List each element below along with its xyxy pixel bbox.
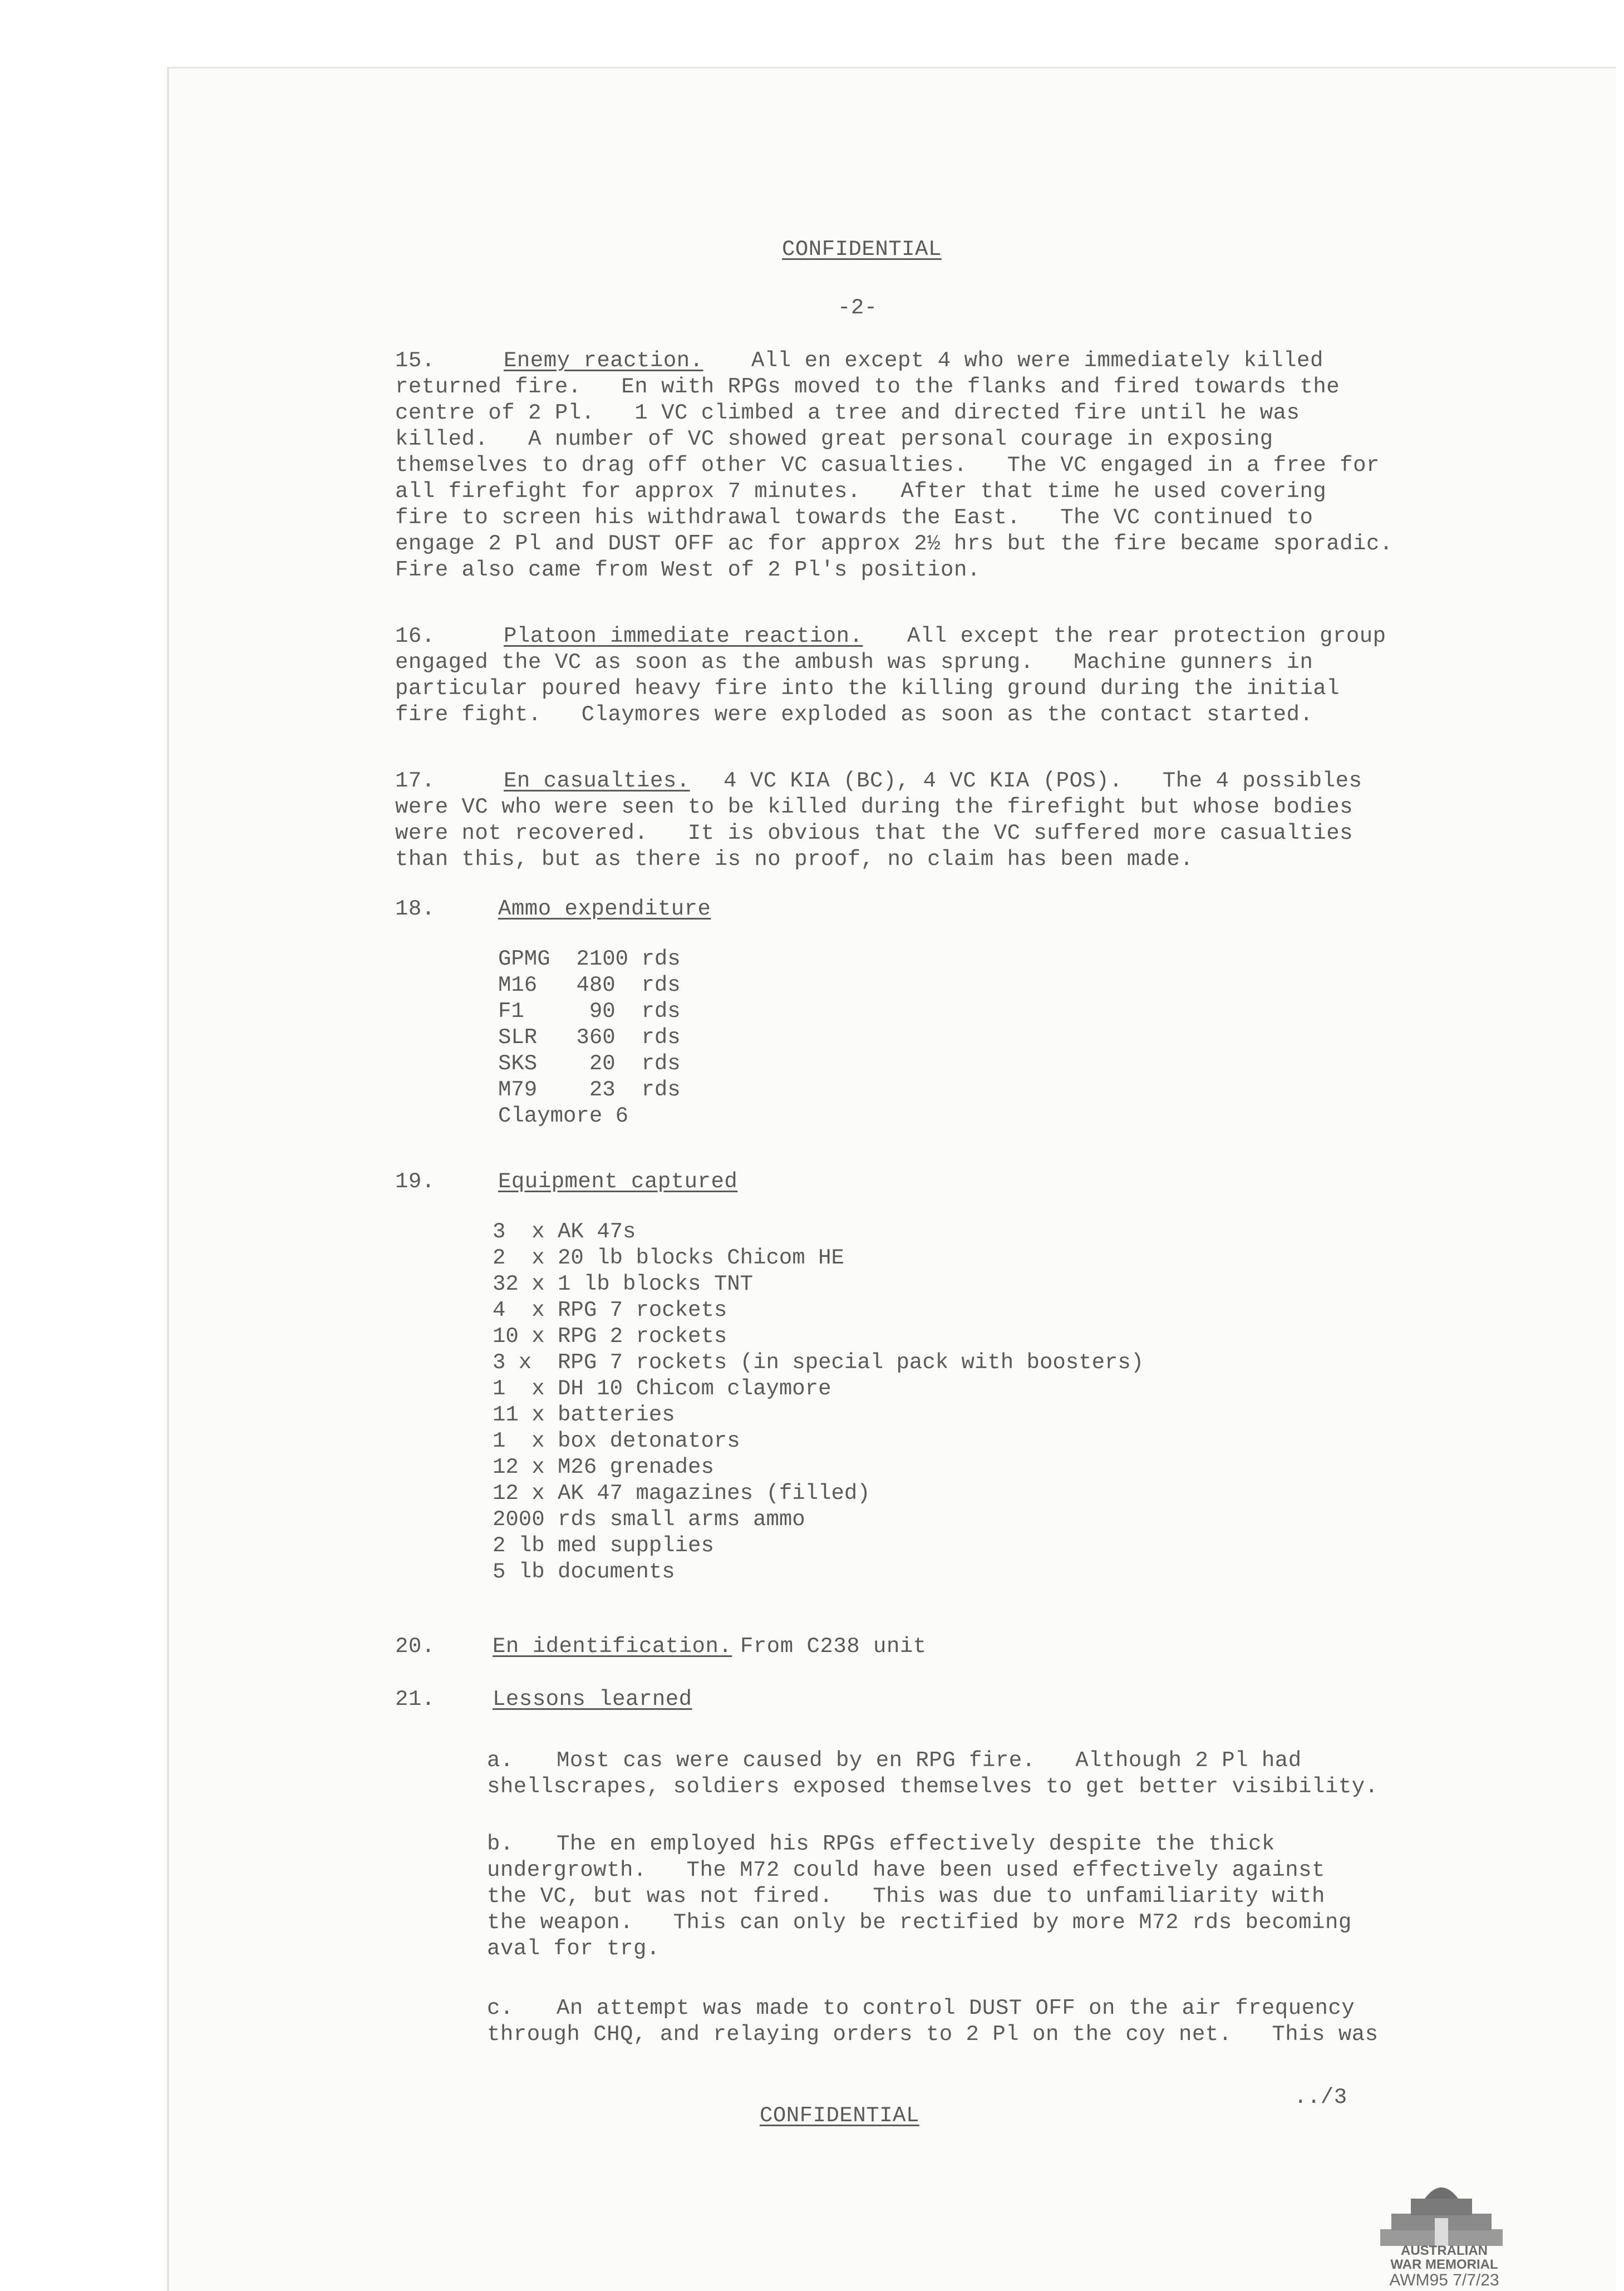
para-15-line: centre of 2 Pl. 1 VC climbed a tree and directed fire until he was	[395, 401, 1300, 425]
para-19-number: 19.	[395, 1169, 435, 1194]
para-20-text: From C238 unit	[740, 1634, 927, 1659]
lesson-b-label: b.	[487, 1832, 514, 1856]
lesson-c-line: through CHQ, and relaying orders to 2 Pl on the coy net. This was	[487, 2022, 1379, 2047]
para-20-number: 20.	[395, 1634, 435, 1659]
equipment-item: 3 x RPG 7 rockets (in special pack with boosters)	[493, 1350, 1144, 1375]
lesson-b-line: the VC, but was not fired. This was due to unfamiliarity with	[487, 1884, 1325, 1909]
lesson-c-label: c.	[487, 1996, 514, 2020]
para-15-line: fire to screen his withdrawal towards the East. The VC continued to	[395, 505, 1313, 530]
para-21-heading: Lessons learned	[493, 1687, 692, 1712]
para-16-line: All except the rear protection group	[907, 624, 1386, 648]
para-18-number: 18.	[395, 897, 435, 921]
para-18-heading: Ammo expenditure	[498, 897, 711, 921]
lesson-b-line: aval for trg.	[487, 1936, 660, 1961]
lesson-a-line: shellscrapes, soldiers exposed themselves to get better visibility.	[487, 1774, 1379, 1799]
ammo-item: Claymore 6	[498, 1104, 629, 1128]
para-17-line: were not recovered. It is obvious that the VC suffered more casualties	[395, 821, 1354, 845]
para-15-line: All en except 4 who were immediately killed	[751, 348, 1323, 373]
equipment-item: 12 x M26 grenades	[493, 1455, 714, 1479]
equipment-item: 4 x RPG 7 rockets	[493, 1298, 727, 1323]
ammo-item: M79 23 rds	[498, 1078, 681, 1102]
equipment-item: 11 x batteries	[493, 1403, 675, 1427]
para-16-line: fire fight. Claymores were exploded as soon as the contact started.	[395, 702, 1313, 727]
ammo-item: SKS 20 rds	[498, 1051, 681, 1076]
equipment-item: 5 lb documents	[493, 1560, 675, 1584]
para-19-heading: Equipment captured	[498, 1169, 738, 1194]
para-15-line: themselves to drag off other VC casualties. The VC engaged in a free for	[395, 453, 1380, 478]
equipment-list	[493, 1219, 1144, 1585]
para-17-line: than this, but as there is no proof, no claim has been made.	[395, 847, 1194, 872]
equipment-item: 1 x box detonators	[493, 1429, 740, 1453]
para-15-line: Fire also came from West of 2 Pl's position.	[395, 558, 981, 582]
para-17-line: were VC who were seen to be killed during the firefight but whose bodies	[395, 795, 1354, 819]
lesson-a-label: a.	[487, 1748, 514, 1773]
para-17-line: 4 VC KIA (BC), 4 VC KIA (POS). The 4 possibles	[724, 769, 1362, 793]
equipment-item: 10 x RPG 2 rockets	[493, 1324, 727, 1349]
para-20-heading: En identification.	[493, 1634, 732, 1659]
equipment-item: 2 lb med supplies	[493, 1533, 714, 1558]
ammo-item: M16 480 rds	[498, 973, 681, 997]
para-21-number: 21.	[395, 1687, 435, 1712]
lesson-c-line: An attempt was made to control DUST OFF on the air frequency	[557, 1996, 1355, 2020]
stamp-line-1: AUSTRALIAN	[1401, 2243, 1488, 2258]
continuation-marker: ../3	[1294, 2085, 1347, 2110]
stamp-line-2: WAR MEMORIAL	[1390, 2257, 1498, 2272]
lesson-b-line: the weapon. This can only be rectified by more M72 rds becoming	[487, 1910, 1352, 1935]
equipment-item: 12 x AK 47 magazines (filled)	[493, 1481, 870, 1506]
equipment-item: 3 x AK 47s	[493, 1220, 636, 1244]
para-15-line: engage 2 Pl and DUST OFF ac for approx 2½ hrs but the fire became sporadic.	[395, 532, 1393, 556]
para-17-number: 17.	[395, 769, 435, 793]
header-classification: CONFIDENTIAL	[782, 237, 942, 262]
footer-classification: CONFIDENTIAL	[760, 2103, 919, 2128]
para-15-heading: Enemy reaction.	[504, 348, 703, 373]
equipment-item: 1 x DH 10 Chicom claymore	[493, 1376, 831, 1401]
ammo-item: GPMG 2100 rds	[498, 947, 681, 971]
page-number: -2-	[838, 296, 878, 320]
ammo-item: F1 90 rds	[498, 999, 681, 1024]
equipment-item: 2 x 20 lb blocks Chicom HE	[493, 1246, 844, 1270]
equipment-item: 32 x 1 lb blocks TNT	[493, 1272, 754, 1296]
equipment-item: 2000 rds small arms ammo	[493, 1507, 805, 1532]
para-15-line: killed. A number of VC showed great personal courage in exposing	[395, 427, 1273, 451]
para-17-heading: En casualties.	[504, 769, 690, 793]
para-15-number: 15.	[395, 348, 435, 373]
archive-reference: AWM95 7/7/23	[1389, 2271, 1499, 2289]
para-16-line: particular poured heavy fire into the killing ground during the initial	[395, 676, 1340, 701]
para-15-line: all firefight for approx 7 minutes. After that time he used covering	[395, 479, 1327, 504]
para-16-heading: Platoon immediate reaction.	[504, 624, 863, 648]
para-15-line: returned fire. En with RPGs moved to the flanks and fired towards the	[395, 375, 1340, 399]
para-16-line: engaged the VC as soon as the ambush was sprung. Machine gunners in	[395, 650, 1313, 675]
para-16-number: 16.	[395, 624, 435, 648]
ammo-list	[498, 946, 681, 1129]
lesson-a-line: Most cas were caused by en RPG fire. Although 2 Pl had	[557, 1748, 1302, 1773]
lesson-b-line: The en employed his RPGs effectively despite the thick	[557, 1832, 1275, 1856]
lesson-b-line: undergrowth. The M72 could have been used effectively against	[487, 1858, 1325, 1882]
ammo-item: SLR 360 rds	[498, 1025, 681, 1050]
